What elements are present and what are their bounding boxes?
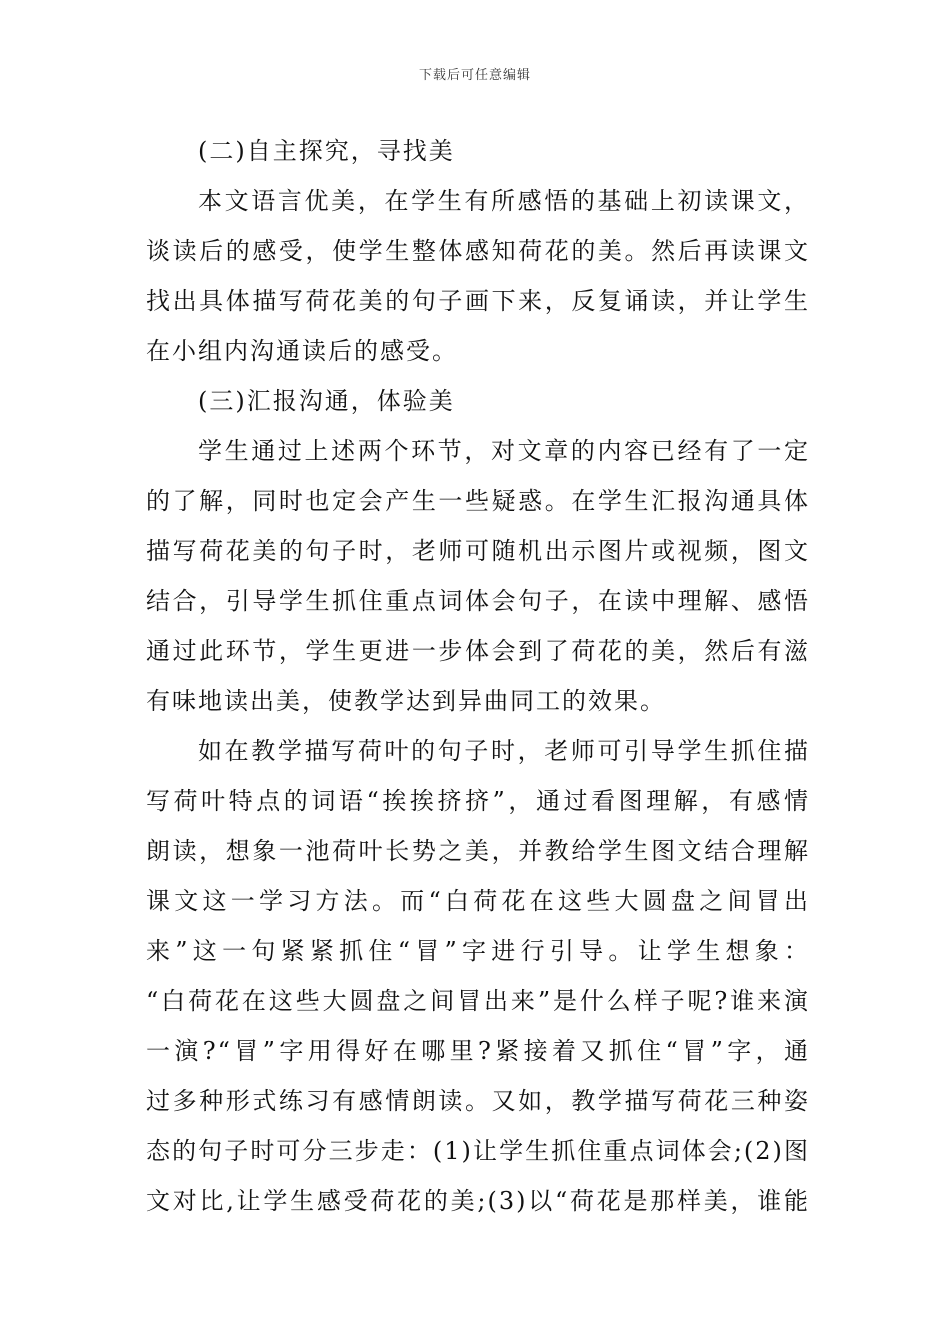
paragraph-line: 谈读后的感受，使学生整体感知荷花的美。然后再读课文 [146,237,810,265]
paragraph-line: 的了解，同时也定会产生一些疑惑。在学生汇报沟通具体 [146,487,810,515]
paragraph-line: 本文语言优美，在学生有所感悟的基础上初读课文， [198,187,810,215]
paragraph-line: 结合，引导学生抓住重点词体会句子，在读中理解、感悟 [146,587,810,615]
paragraph-line: 在小组内沟通读后的感受。 [146,337,458,365]
paragraph-line: 过多种形式练习有感情朗读。又如，教学描写荷花三种姿 [146,1087,810,1115]
paragraph-line: 学生通过上述两个环节，对文章的内容已经有了一定 [198,437,810,465]
paragraph-line: 找出具体描写荷花美的句子画下来，反复诵读，并让学生 [146,287,810,315]
paragraph-line: 写荷叶特点的词语“挨挨挤挤”，通过看图理解，有感情 [146,787,810,815]
document-body [146,126,810,1226]
paragraph-line: 一演?“冒”字用得好在哪里?紧接着又抓住“冒”字，通 [146,1037,810,1065]
paragraph-line: 来”这一句紧紧抓住“冒”字进行引导。让学生想象： [146,937,810,965]
paragraph-line: 文对比,让学生感受荷花的美;(3)以“荷花是那样美，谁能 [146,1187,810,1215]
paragraph-line: 如在教学描写荷叶的句子时，老师可引导学生抓住描 [198,737,810,765]
paragraph-line: 朗读，想象一池荷叶长势之美，并教给学生图文结合理解 [146,837,810,865]
section-heading-3: (三)汇报沟通，体验美 [198,387,455,415]
page-header: 下载后可任意编辑 [418,68,531,83]
paragraph-line: 描写荷花美的句子时，老师可随机出示图片或视频，图文 [146,537,810,565]
paragraph-line: 态的句子时可分三步走：(1)让学生抓住重点词体会;(2)图 [146,1137,810,1165]
paragraph-line: 通过此环节，学生更进一步体会到了荷花的美，然后有滋 [146,637,810,665]
paragraph-line: 有味地读出美，使教学达到异曲同工的效果。 [146,687,666,715]
section-heading-2: (二)自主探究，寻找美 [198,137,455,165]
paragraph-line: 课文这一学习方法。而“白荷花在这些大圆盘之间冒出 [146,887,810,915]
paragraph-line: “白荷花在这些大圆盘之间冒出来”是什么样子呢?谁来演 [146,987,810,1015]
